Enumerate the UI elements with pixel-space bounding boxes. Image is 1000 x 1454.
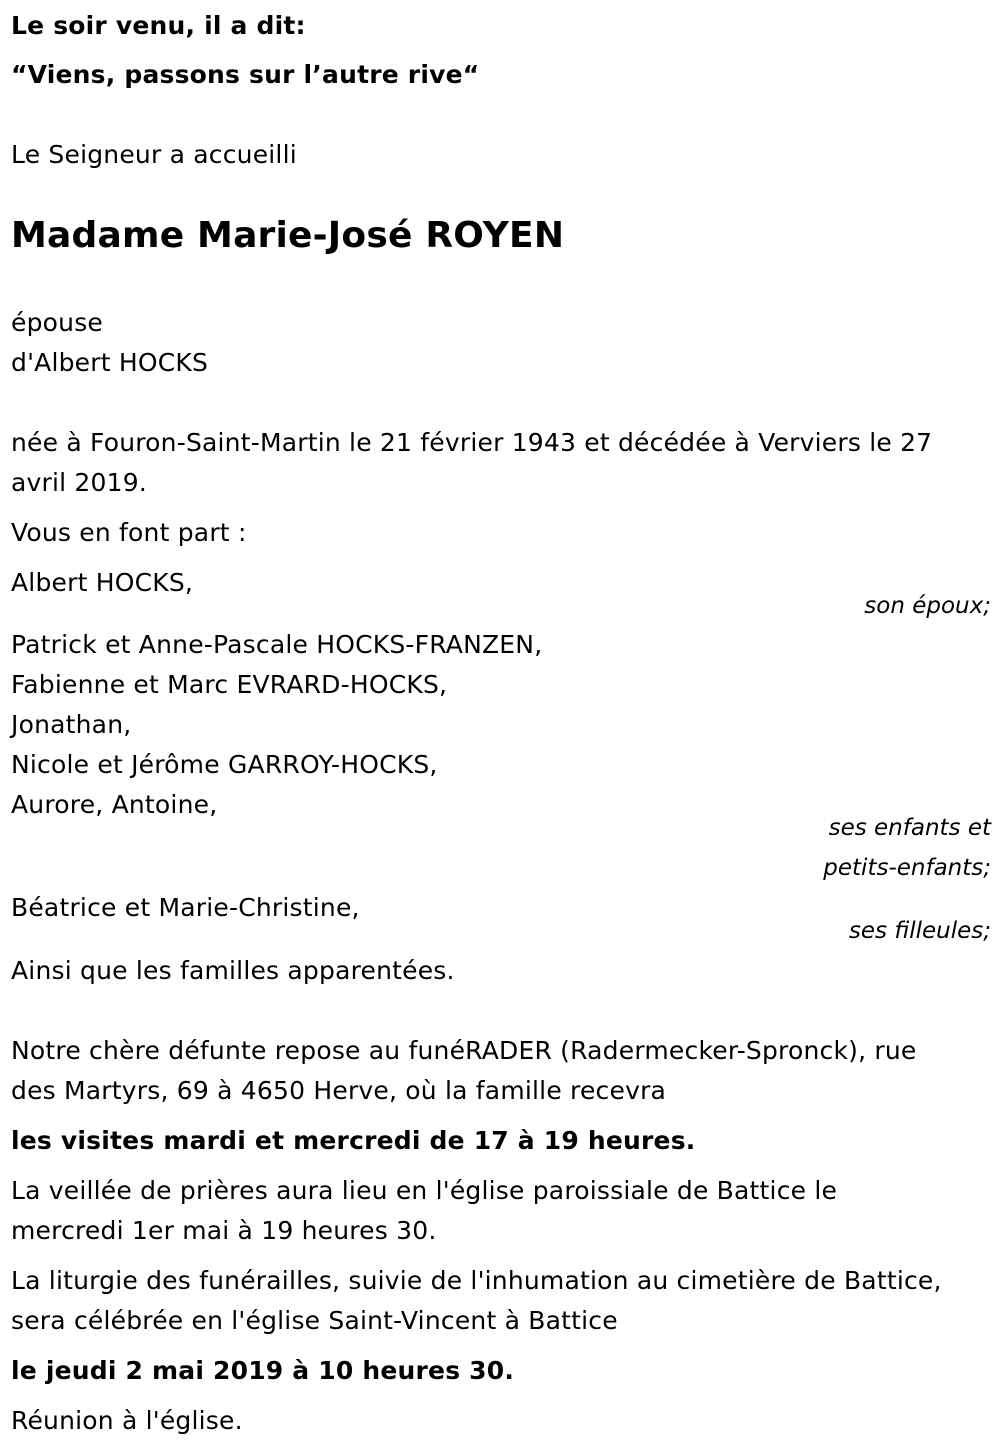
husband-name: Albert HOCKS, [11,568,194,597]
repose-line-2: des Martyrs, 69 à 4650 Herve, où la famille recevra [11,1076,667,1105]
deceased-name: Madame Marie-José ROYEN [11,215,565,256]
godchildren-role: ses filleules; [848,918,991,944]
child-line: Fabienne et Marc EVRARD-HOCKS, [11,670,448,699]
quote-line-2: “Viens, passons sur l’autre rive“ [11,60,480,89]
child-line: Patrick et Anne-Pascale HOCKS-FRANZEN, [11,630,543,659]
liturgy-line-1: La liturgie des funérailles, suivie de l'inhumation au cimetière de Battice, [11,1266,942,1295]
godchildren-names: Béatrice et Marie-Christine, [11,893,360,922]
visits-text: les visites mardi et mercredi de 17 à 19 heures. [11,1126,696,1155]
husband-role: son époux; [864,593,991,619]
meeting-text: Réunion à l'église. [11,1406,243,1435]
other-families: Ainsi que les familles apparentées. [11,956,455,985]
vigil-line-1: La veillée de prières aura lieu en l'église paroissiale de Battice le [11,1176,838,1205]
liturgy-line-2: sera célébrée en l'église Saint-Vincent à Battice [11,1306,618,1335]
spouse-line-2: d'Albert HOCKS [11,348,209,377]
children-role-line-1: ses enfants et [828,815,991,841]
vigil-line-2: mercredi 1er mai à 19 heures 30. [11,1216,437,1245]
birth-death-line-1: née à Fouron-Saint-Martin le 21 février 1943 et décédée à Verviers le 27 [11,428,933,457]
funeral-date: le jeudi 2 mai 2019 à 10 heures 30. [11,1356,515,1385]
child-line: Jonathan, [11,710,132,739]
children-role-line-2: petits-enfants; [823,855,991,881]
birth-death-line-2: avril 2019. [11,468,148,497]
spouse-line-1: épouse [11,308,103,337]
announce-text: Vous en font part : [11,518,247,547]
intro-text: Le Seigneur a accueilli [11,140,297,169]
repose-line-1: Notre chère défunte repose au funéRADER (Radermecker-Spronck), rue [11,1036,917,1065]
child-line: Nicole et Jérôme GARROY-HOCKS, [11,750,438,779]
child-line: Aurore, Antoine, [11,790,218,819]
quote-line-1: Le soir venu, il a dit: [11,11,306,40]
